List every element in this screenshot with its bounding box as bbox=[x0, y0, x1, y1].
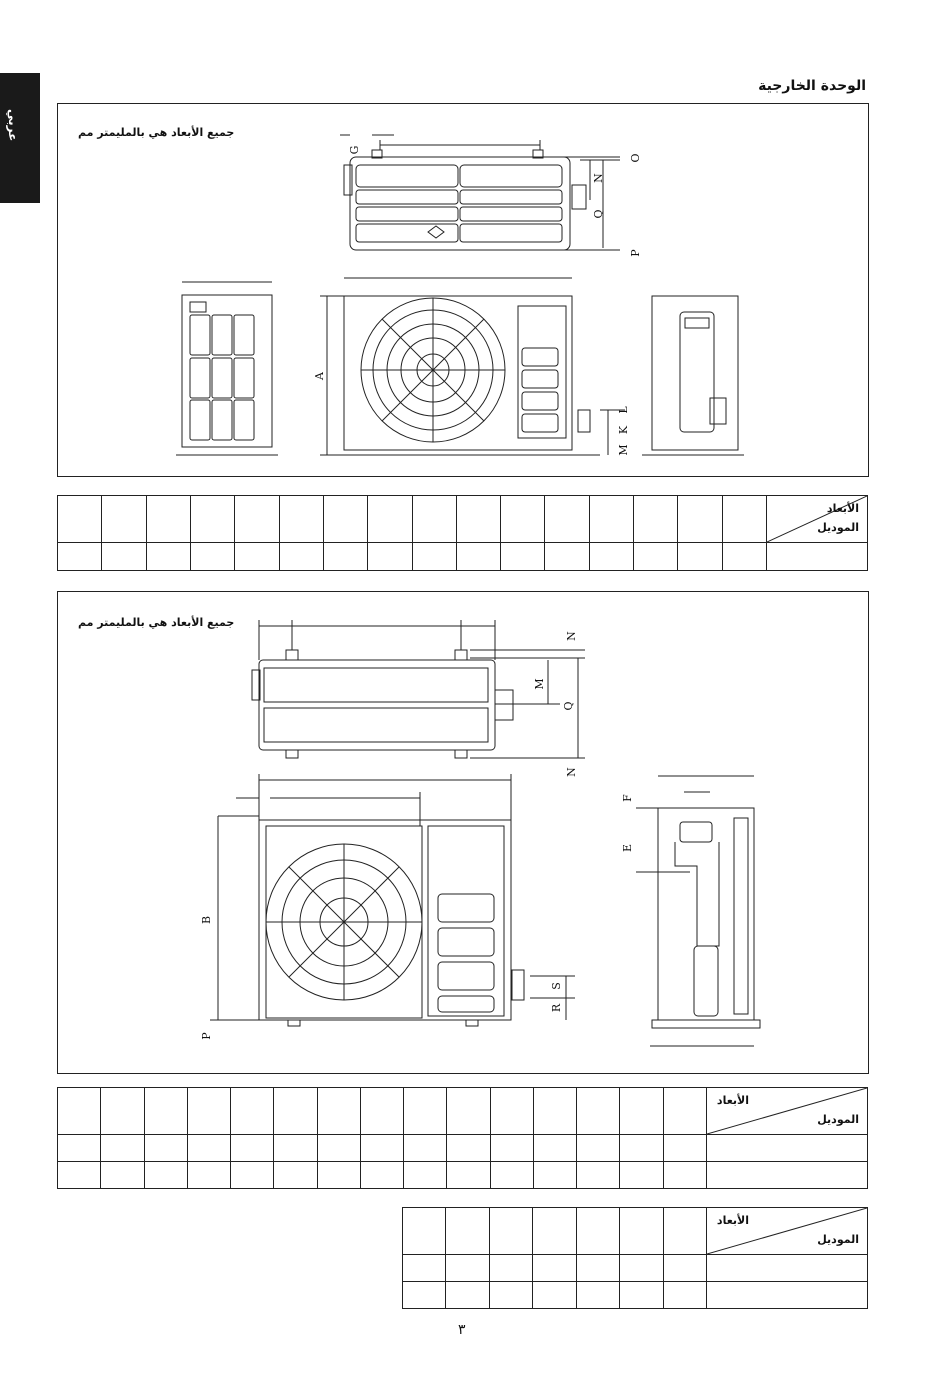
dim-label-n-top: N bbox=[565, 631, 578, 641]
dim-label-m: M bbox=[617, 444, 630, 456]
dim-label-m: M bbox=[533, 678, 546, 690]
page-heading: الوحدة الخارجية bbox=[758, 78, 866, 94]
dim-label-p: P bbox=[200, 1032, 213, 1040]
dimensions-label: الأبعاد bbox=[716, 1094, 749, 1107]
dim-label-o: O bbox=[629, 153, 642, 163]
dim-label-q: Q bbox=[592, 209, 605, 219]
dimensions-label: الأبعاد bbox=[826, 502, 859, 515]
dimensions-table-2 bbox=[57, 1087, 868, 1189]
dim-label-f: F bbox=[621, 794, 634, 802]
units-note: جميع الأبعاد هي بالمليمتر مم bbox=[78, 126, 235, 139]
model-label: الموديل bbox=[817, 1113, 859, 1126]
dim-label-p: P bbox=[629, 249, 642, 257]
page-number: ٣ bbox=[458, 1322, 466, 1338]
table-header-cell bbox=[707, 1208, 867, 1254]
dim-label-q: Q bbox=[562, 701, 575, 711]
units-note: جميع الأبعاد هي بالمليمتر مم bbox=[78, 616, 235, 629]
model-label: الموديل bbox=[817, 1233, 859, 1246]
dim-label-e: E bbox=[621, 843, 634, 853]
language-tab-label: عربي bbox=[6, 109, 20, 142]
model-label: الموديل bbox=[817, 521, 859, 534]
dim-label-g: G bbox=[348, 145, 361, 155]
dim-label-a: A bbox=[313, 372, 326, 380]
dim-label-n-bottom: N bbox=[565, 767, 578, 777]
dim-label-b: B bbox=[200, 915, 213, 925]
dim-label-n: N bbox=[592, 173, 605, 183]
dim-label-l: L bbox=[617, 406, 630, 414]
dimensions-label: الأبعاد bbox=[716, 1214, 749, 1227]
dim-label-s: S bbox=[550, 982, 563, 990]
dim-label-k: K bbox=[617, 425, 630, 435]
table-header-cell bbox=[707, 1088, 867, 1134]
dimensions-table-3 bbox=[402, 1207, 868, 1309]
dim-label-r: R bbox=[550, 1003, 563, 1013]
